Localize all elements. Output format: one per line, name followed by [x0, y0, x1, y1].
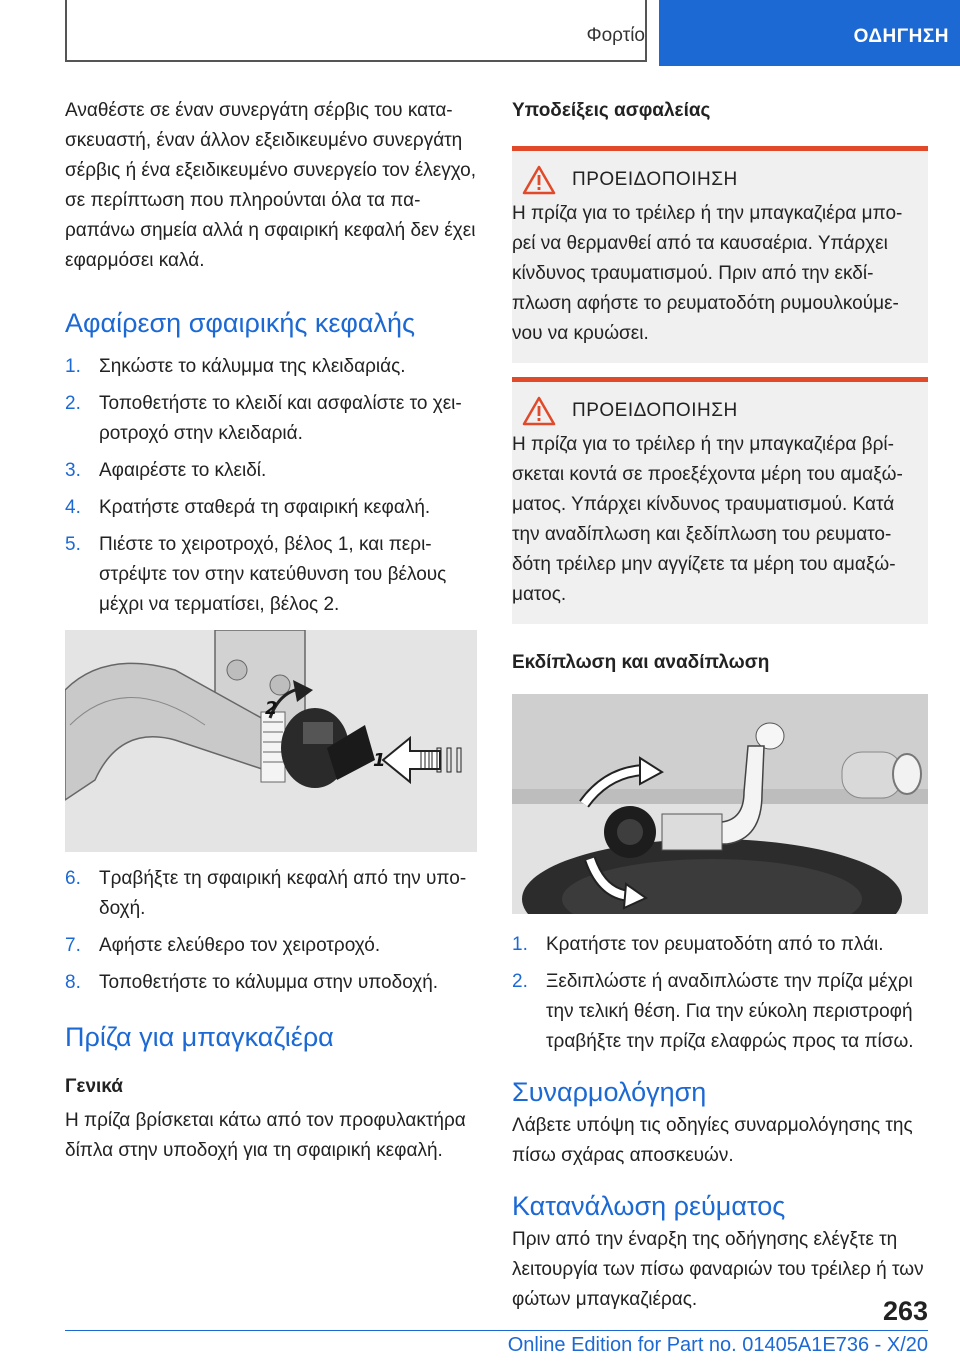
- socket-heading: Πρίζα για μπαγκαζιέρα: [65, 1022, 334, 1052]
- safety-heading: Υποδείξεις ασφαλείας: [512, 100, 711, 121]
- warning-triangle-icon: [522, 396, 556, 426]
- step-text: Αφαιρέστε το κλειδί.: [99, 460, 267, 481]
- warning-triangle-icon: [522, 165, 556, 195]
- warning-header: [516, 165, 920, 195]
- warning-header: [516, 396, 920, 426]
- chapter-tab-label: ΟΔΗΓΗΣΗ: [853, 26, 949, 47]
- list-item: [65, 968, 477, 998]
- warning-box: [512, 146, 928, 363]
- warning-text: Η πρίζα για το τρέιλερ ή την μπαγκαζιέρα βρί-σκεται κοντά σε προεξέχοντα μέρη του αμαξώ-ματος. Υπάρχει κίνδυνος τραυματισμού. Κατά την αναδίπλωση και ξεδίπλωση του ρευματο-δότη τρέιλερ μην αγγίζετε τα μέρη του αμαξώ-ματος.: [512, 434, 903, 605]
- page-number: 263: [882, 1296, 928, 1326]
- list-item: [65, 493, 477, 523]
- right-column: [512, 96, 928, 1315]
- step-number: 5.: [65, 534, 81, 555]
- step-number: 2.: [65, 393, 81, 414]
- step-text: Ξεδιπλώστε ή αναδιπλώστε την πρίζα μέχρι την τελική θέση. Για την εύκολη περιστροφή τραβήξτε την πρίζα ελαφρώς προς τα πίσω.: [546, 971, 914, 1052]
- general-paragraph: Η πρίζα βρίσκεται κάτω από τον προφυλακτήρα δίπλα στην υποδοχή για τη σφαιρική κεφαλή.: [65, 1110, 466, 1161]
- step-number: 1.: [65, 356, 81, 377]
- step-text: Κρατήστε σταθερά τη σφαιρική κεφαλή.: [99, 497, 431, 518]
- list-item: [65, 864, 477, 924]
- list-item: [65, 389, 477, 449]
- warning-title: ΠΡΟΕΙΔΟΠΟΙΗΣΗ: [572, 169, 738, 190]
- tow-ball-removal-illustration: [65, 630, 477, 852]
- general-heading: Γενικά: [65, 1076, 123, 1097]
- socket-drawing: [512, 694, 928, 914]
- removal-steps: [65, 352, 477, 620]
- list-item: [65, 456, 477, 486]
- footer-divider: [65, 1330, 928, 1331]
- section-title: Φορτίο: [586, 25, 645, 46]
- removal-heading: Αφαίρεση σφαιρικής κεφαλής: [65, 308, 416, 338]
- list-item: [65, 530, 477, 620]
- tow-ball-drawing: [65, 630, 477, 852]
- step-text: Τραβήξτε τη σφαιρική κεφαλή από την υπο-δοχή.: [99, 868, 467, 919]
- arrow-2-label: 2: [265, 698, 278, 719]
- left-column: [65, 96, 477, 1166]
- step-text: Τοποθετήστε το κάλυμμα στην υποδοχή.: [99, 972, 439, 993]
- intro-paragraph: Αναθέστε σε έναν συνεργάτη σέρβις του κατα-σκευαστή, έναν άλλον εξειδικευμένο συνεργάτη σέρβις ή ένα εξειδικευμένο συνεργείο τον έλεγχο, σε περίπτωση που πληρούνται όλα τα πα-ραπάνω σημεία αλλά η σφαιρική κεφαλή δεν έχει εφαρμόσει καλά.: [65, 100, 477, 271]
- fold-steps: [512, 930, 928, 1057]
- warning-box: [512, 377, 928, 624]
- step-number: 4.: [65, 497, 81, 518]
- list-item: [65, 352, 477, 382]
- step-number: 1.: [512, 934, 528, 955]
- step-text: Αφήστε ελεύθερο τον χειροτροχό.: [99, 935, 381, 956]
- step-text: Σηκώστε το κάλυμμα της κλειδαριάς.: [99, 356, 406, 377]
- step-number: 3.: [65, 460, 81, 481]
- power-heading: Κατανάλωση ρεύματος: [512, 1191, 786, 1221]
- fold-heading: Εκδίπλωση και αναδίπλωση: [512, 652, 770, 673]
- step-text: Πιέστε το χειροτροχό, βέλος 1, και περι-στρέψτε τον στην κατεύθυνση του βέλους μέχρι να τερματίσει, βέλος 2.: [99, 534, 447, 615]
- step-number: 6.: [65, 868, 81, 889]
- power-paragraph: Πριν από την έναρξη της οδήγησης ελέγξτε τη λειτουργία των πίσω φαναριών του τρέιλερ ή των φώτων μπαγκαζιέρας.: [512, 1229, 924, 1310]
- step-number: 8.: [65, 972, 81, 993]
- step-text: Τοποθετήστε το κλειδί και ασφαλίστε το χει-ροτροχό στην κλειδαριά.: [99, 393, 462, 444]
- arrow-1-label: 1: [373, 750, 386, 771]
- edition-link[interactable]: Online Edition for Part no. 01405A1E736 - X/20: [507, 1334, 928, 1356]
- step-number: 2.: [512, 971, 528, 992]
- warning-text: Η πρίζα για το τρέιλερ ή την μπαγκαζιέρα μπο-ρεί να θερμανθεί από τα καυσαέρια. Υπάρχει κίνδυνος τραυματισμού. Πριν από την εκδί-πλωση αφήστε το ρευματοδότη ρυμουλκούμε-νου να κρυώσει.: [512, 203, 903, 344]
- assembly-paragraph: Λάβετε υπόψη τις οδηγίες συναρμολόγησης της πίσω σχάρας αποσκευών.: [512, 1115, 913, 1166]
- warning-title: ΠΡΟΕΙΔΟΠΟΙΗΣΗ: [572, 400, 738, 421]
- step-number: 7.: [65, 935, 81, 956]
- list-item: [512, 930, 928, 960]
- socket-fold-illustration: [512, 694, 928, 914]
- list-item: [512, 967, 928, 1057]
- removal-steps-continued: [65, 864, 477, 998]
- assembly-heading: Συναρμολόγηση: [512, 1077, 707, 1107]
- list-item: [65, 931, 477, 961]
- step-text: Κρατήστε τον ρευματοδότη από το πλάι.: [546, 934, 884, 955]
